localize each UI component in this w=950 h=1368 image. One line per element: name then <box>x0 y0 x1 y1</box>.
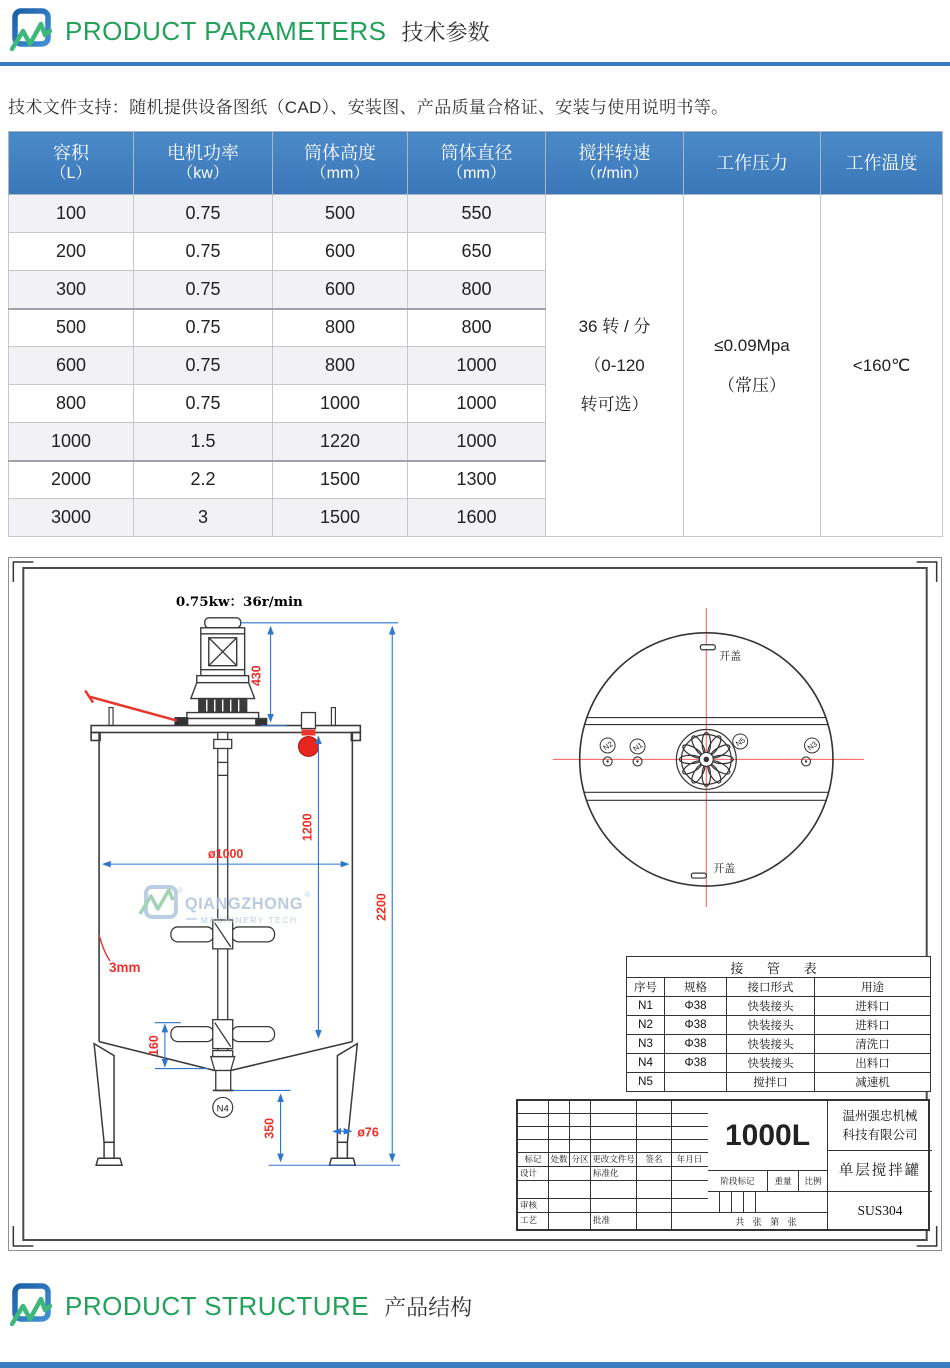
col-mixing-speed: 搅拌转速 （r/min） <box>546 132 684 195</box>
watermark-brand: QIANGZHONG <box>184 894 304 913</box>
dim-1200: 1200 <box>300 813 315 842</box>
table-row: 300 0.75 600 800 <box>9 271 943 309</box>
table-row: 3000 3 1500 1600 <box>9 499 943 537</box>
title-block-middle <box>708 1101 828 1229</box>
brand-logo-icon <box>10 8 52 54</box>
dim-diameter: ø1000 <box>208 847 244 862</box>
col-working-temperature: 工作温度 <box>821 132 943 195</box>
pipe-row: N1 Φ38 快装接头 进料口 <box>627 997 931 1016</box>
table-row: 100 0.75 500 550 36 转 / 分 （0-120 转可选） ≤0.09Mpa （常压） <160℃ <box>9 195 943 233</box>
sheet-label: 共 张 第 张 <box>735 1217 800 1227</box>
col-working-pressure: 工作压力 <box>684 132 821 195</box>
ball-valve <box>299 713 319 757</box>
header-divider <box>0 62 950 66</box>
table-row: 600 0.75 800 1000 <box>9 347 943 385</box>
table-row: 1000 1.5 1220 1000 <box>9 423 943 461</box>
brand-logo-icon <box>10 1283 52 1329</box>
material-label: SUS304 <box>857 1203 903 1218</box>
capacity-label: 1000L <box>708 1101 827 1171</box>
section-header <box>0 0 950 62</box>
tank-front-view <box>85 594 400 1165</box>
open-lid-bottom-label: 开盖 <box>713 863 736 876</box>
section-title-en: PRODUCT STRUCTURE <box>65 1290 370 1321</box>
audit-label: 审核 <box>518 1199 549 1212</box>
pipe-table-header: 序号 规格 接口形式 用途 <box>627 978 931 997</box>
design-label: 设计 <box>518 1167 549 1180</box>
standardize-label: 标准化 <box>591 1167 637 1180</box>
title-block <box>516 1099 930 1231</box>
section-title-zh: 产品结构 <box>384 1294 473 1320</box>
svg-text:N4: N4 <box>216 1103 229 1115</box>
dim-leg-diameter: ø76 <box>357 1125 379 1140</box>
spec-header-row <box>9 132 943 195</box>
watermark-sub: MACHINERY TECH <box>200 914 298 925</box>
reg-mark-brand: ® <box>304 890 311 900</box>
stage-label: 阶段标记 <box>708 1171 768 1191</box>
pipe-row: N3 Φ38 快装接头 清洗口 <box>627 1035 931 1054</box>
col-motor-power: 电机功率 （kw） <box>134 132 273 195</box>
col-body-height: 筒体高度 （mm） <box>273 132 408 195</box>
dim-160: 160 <box>146 1035 161 1056</box>
table-row: 800 0.75 1000 1000 <box>9 385 943 423</box>
nozzle-n4-label <box>213 1097 233 1117</box>
nozzle-n3-label: N3 <box>805 739 819 753</box>
revision-grid: 标记 处数 分区 更改文件号 签名 年月日 设计 标准化 审核 工艺 批准 <box>518 1101 708 1229</box>
approve-label: 批准 <box>591 1213 637 1230</box>
table-row: 2000 2.2 1500 1300 <box>9 461 943 499</box>
pipe-row: N2 Φ38 快装接头 进料口 <box>627 1016 931 1035</box>
wall-thickness-leader <box>99 935 110 961</box>
nozzle-n2-label: N2 <box>601 739 615 753</box>
col-volume: 容积 （L） <box>9 132 134 195</box>
pipe-connection-table <box>626 956 931 1092</box>
nozzle-n5-label: N5 <box>734 735 748 749</box>
section-title-zh: 技术参数 <box>401 19 490 45</box>
temperature-cell: <160℃ <box>821 195 943 537</box>
open-lid-lever <box>85 691 177 721</box>
table-row: 500 0.75 800 800 <box>9 309 943 347</box>
dim-350: 350 <box>262 1117 277 1139</box>
stage-row <box>708 1171 827 1192</box>
pipe-row: N5 搅拌口 减速机 <box>627 1073 931 1092</box>
motor-spec-label: 0.75kw：36r/min <box>175 593 303 610</box>
spec-table <box>8 131 943 537</box>
tank-top-view <box>553 608 864 907</box>
dim-2200: 2200 <box>374 893 389 921</box>
tech-support-note: 技术文件支持：随机提供设备图纸（CAD）、安装图、产品质量合格证、安装与使用说明书等。 <box>8 98 729 117</box>
footer-divider <box>0 1362 950 1368</box>
pipe-table-title: 接 管 表 <box>627 957 931 978</box>
weight-label: 重量 <box>768 1171 799 1191</box>
pipe-row: N4 Φ38 快装接头 出料口 <box>627 1054 931 1073</box>
product-name: 单层搅拌罐 <box>828 1151 932 1192</box>
dim-wall-thickness: 3mm <box>109 959 141 975</box>
dim-430: 430 <box>249 665 264 687</box>
open-lid-top-label: 开盖 <box>719 650 742 663</box>
title-block-right <box>828 1101 932 1229</box>
process-label: 工艺 <box>518 1213 549 1230</box>
reg-mark-icon: ® <box>176 886 183 896</box>
scale-label: 比例 <box>804 1176 822 1186</box>
section-footer <box>0 1275 950 1337</box>
company-name: 温州强忠机械 科技有限公司 <box>828 1101 932 1151</box>
speed-cell: 36 转 / 分 （0-120 转可选） <box>546 195 684 537</box>
engineering-drawing <box>8 557 942 1251</box>
nozzle-n1-label: N1 <box>631 740 645 754</box>
pressure-cell: ≤0.09Mpa （常压） <box>684 195 821 537</box>
col-body-diameter: 筒体直径 （mm） <box>408 132 546 195</box>
section-title-en: PRODUCT PARAMETERS <box>65 15 387 46</box>
table-row: 200 0.75 600 650 <box>9 233 943 271</box>
stage-ticks <box>708 1192 827 1213</box>
